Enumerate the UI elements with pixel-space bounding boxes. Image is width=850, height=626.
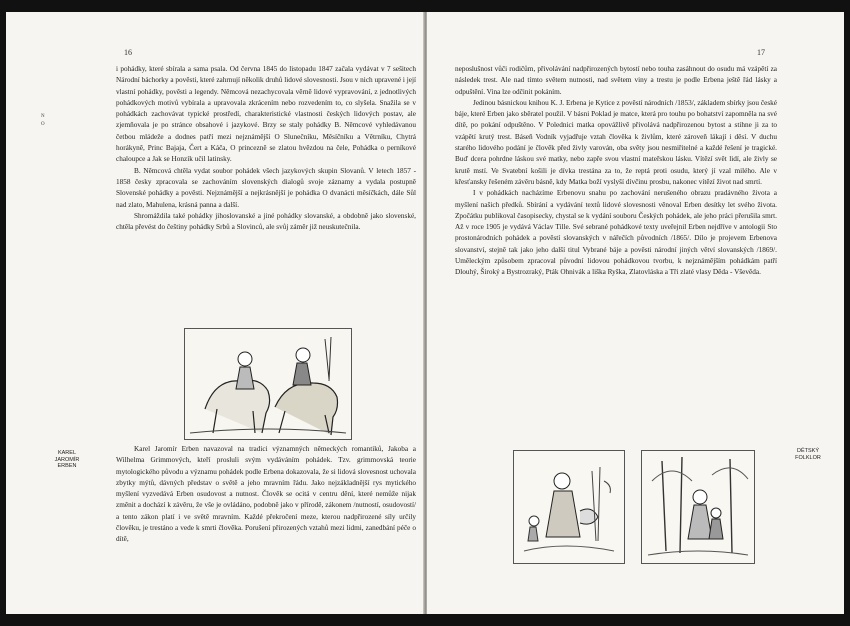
paragraph: I v pohádkách nacházíme Erbenovu snahu po zachování nerušeného obrazu pradávného života a myšlení našich předků. Sbírání a vydávání textů lidové slovesnosti věnoval Erben desítky let svého života. Zpočátku publikoval časopisecky, chystal se k vydání souboru Českých pohádek, ale jeho práci přerušila smrt. Až v roce 1905 je vydává Václav Tille. Své sebrané pohádkové texty uveřejnil Erben nejdříve v antologii Sto prostonárodních pohádek a pověstí slovanských v nářečích původních /1865/. Dílo je projevem Erbenova slovanství, stejně tak jako jeho další titul Vybrané báje a pověsti národní jiných větví slovanských /1869/. Uměleckým způsobem zpracoval původní lidovou pohádkovou tvorbu, k nejznámějším pohádkám patří Dlouhý, Široký a Bystrozraký, Pták Ohnivák a liška Ryška, Zlatovláska a Tři zlaté vlasy Děda - Vševěda. [455,189,777,277]
sidebar-label [783,448,833,461]
sidebar-label-line: JAROMÍR [54,456,80,463]
sidebar-label-line: ERBEN [57,463,77,470]
paragraph: Jedinou básnickou knihou K. J. Erbena je Kytice z pověstí národních /1853/, základem sbírky jsou české báje, které Erben jako sběratel použil. V básni Poklad je matce, která pro touhu po bohatství zapomněla na své dítě, po pokání odpuštěno. V Polednici matka opovážlivě přivolává nadpřirozenou bytost a stihne ji za to vzápětí krutý trest. Báseň Vodník vyjadřuje vztah člověka k živlům, které zároveň lákají i děsí. V duchu starého lidového podání je člověk před živly varován, oba světy jsou nesmiřitelné a každé řešení je tragické. Buď dcera pohrdne láskou své matky, nebo zapře svou vlastní mateřskou lásku. Vítězí svět lidí, ale živly se krutě mstí. Ve Svatební košili je dívka trestána za to, že reptá proti osudu, který jí vzal milého. Ale v křesťansky řešeném závěru básně, kdy Matka boží vyslyší dívčinu prosbu, nakonec vítězí život nad smrtí. [455,98,777,186]
body-text [455,64,777,424]
sidebar-label-line: FOLKLOR [795,454,821,461]
illustration-left [513,450,625,564]
sidebar-label-line: KAREL [57,450,77,456]
margin-mark: N [41,114,45,119]
illustration-forest-figures-icon [642,451,754,563]
right-page [427,12,844,614]
illustration-woman-with-basket-icon [514,451,624,563]
body-text-top [116,64,416,326]
paragraph: Shromáždila také pohádky jihoslovanské a jiné pohádky slovanské, a obdobně jako slovenské, chtěla převést do češtiny pohádky Srbů a Slovinců, ale svůj záměr již neuskutečnila. [116,211,416,232]
page-number: 17 [757,48,765,57]
margin-mark: O [41,122,45,127]
illustration-riders-on-horses-icon [185,329,351,439]
paragraph: i pohádky, které sbírala a sama psala. Od června 1845 do listopadu 1847 začala vydávat v 7 sešitech Národní báchorky a pověsti, které zahrnují několik druhů lidové slovesnosti. Jsou v nich upravené i její vlastní pohádky, pověsti a legendy. Němcová nezachycovala věrně lidové vypravování, z jednotlivých pohádkových motivů vybírala a upravovala zkrácením nebo rozvedením to, co slyšela. Snažila se v pohádkách zachovávat typické prostředí, charakteristické vlastnosti českých lidových postav, ale zjemňovala je po stránce obsahové i jazykové. Brzy se staly pohádky B. Němcové vyhledávanou četbou mládeže a dodnes patří mezi nejznámější O Slunečníku, Měsíčníku a Větrníku, Chytrá horákyně, Princ Bajaja, Čert a Káča, O princezně se zlatou hvězdou na čele, Pohádka o perníkové chaloupce a Jak se Honzík učil latinsky. [116,65,416,164]
illustration-right [641,450,755,564]
sidebar-label-line: DĚTSKÝ [796,448,819,454]
left-page [6,12,424,614]
body-text-bottom [116,444,416,604]
page-number: 16 [124,48,132,57]
paragraph: Karel Jaromír Erben navazoval na tradici významných německých romantiků, Jakoba a Wilhelma Grimmových, kteří prosluli svým vydáváním pohádek. Tzv. grimmovská teorie mytologického původu a významu pohádek podle Erbena dokazovala, že si lidová slovesnost uchovala zbytky mýtů, dávných představ o světě a jeho mravním řádu. Jako nejzákladnější rys mytického myšlení vyzvedává Erben osudovost a nutnost. Člověk se ocitá v centru dění, které nemůže nijak změnit a dochází k závěru, že vše je ovládáno, podobně jako v přírodě, zákonem /nutností, osudovostí/ a tento zákon platí i ve světě mravním. Každé překročení meze, kterou nadpřirozené síly určily člověku, je trestáno a vede k smrti člověka. Porušení přirozených vztahů mezi lidmi, zanedbání péče o dítě, [116,445,416,544]
sidebar-label [42,450,92,470]
paragraph: B. Němcová chtěla vydat soubor pohádek všech jazykových skupin Slovanů. V letech 1857 - 1858 česky zpracovala se zachováním slovenských dialogů svoje záznamy a vydala postupně Slovenské pohádky a pověsti. Nejznámější a nejkrásnější je pohádka O dvanácti měsíčkách, dále Sůl nad zlato, Mahulena, krásná panna a další. [116,166,416,209]
paragraph: neposlušnost vůči rodičům, přivolávání nadpřirozených bytostí nebo touha zasáhnout do osudu má vzápětí za následek trest. Ale nad tímto světem nutnosti, nad světem viny a trestu je podle Erbena ještě řád lásky a odpuštění. Vina lze odčinit pokáním. [455,65,777,96]
illustration-riders [184,328,352,440]
